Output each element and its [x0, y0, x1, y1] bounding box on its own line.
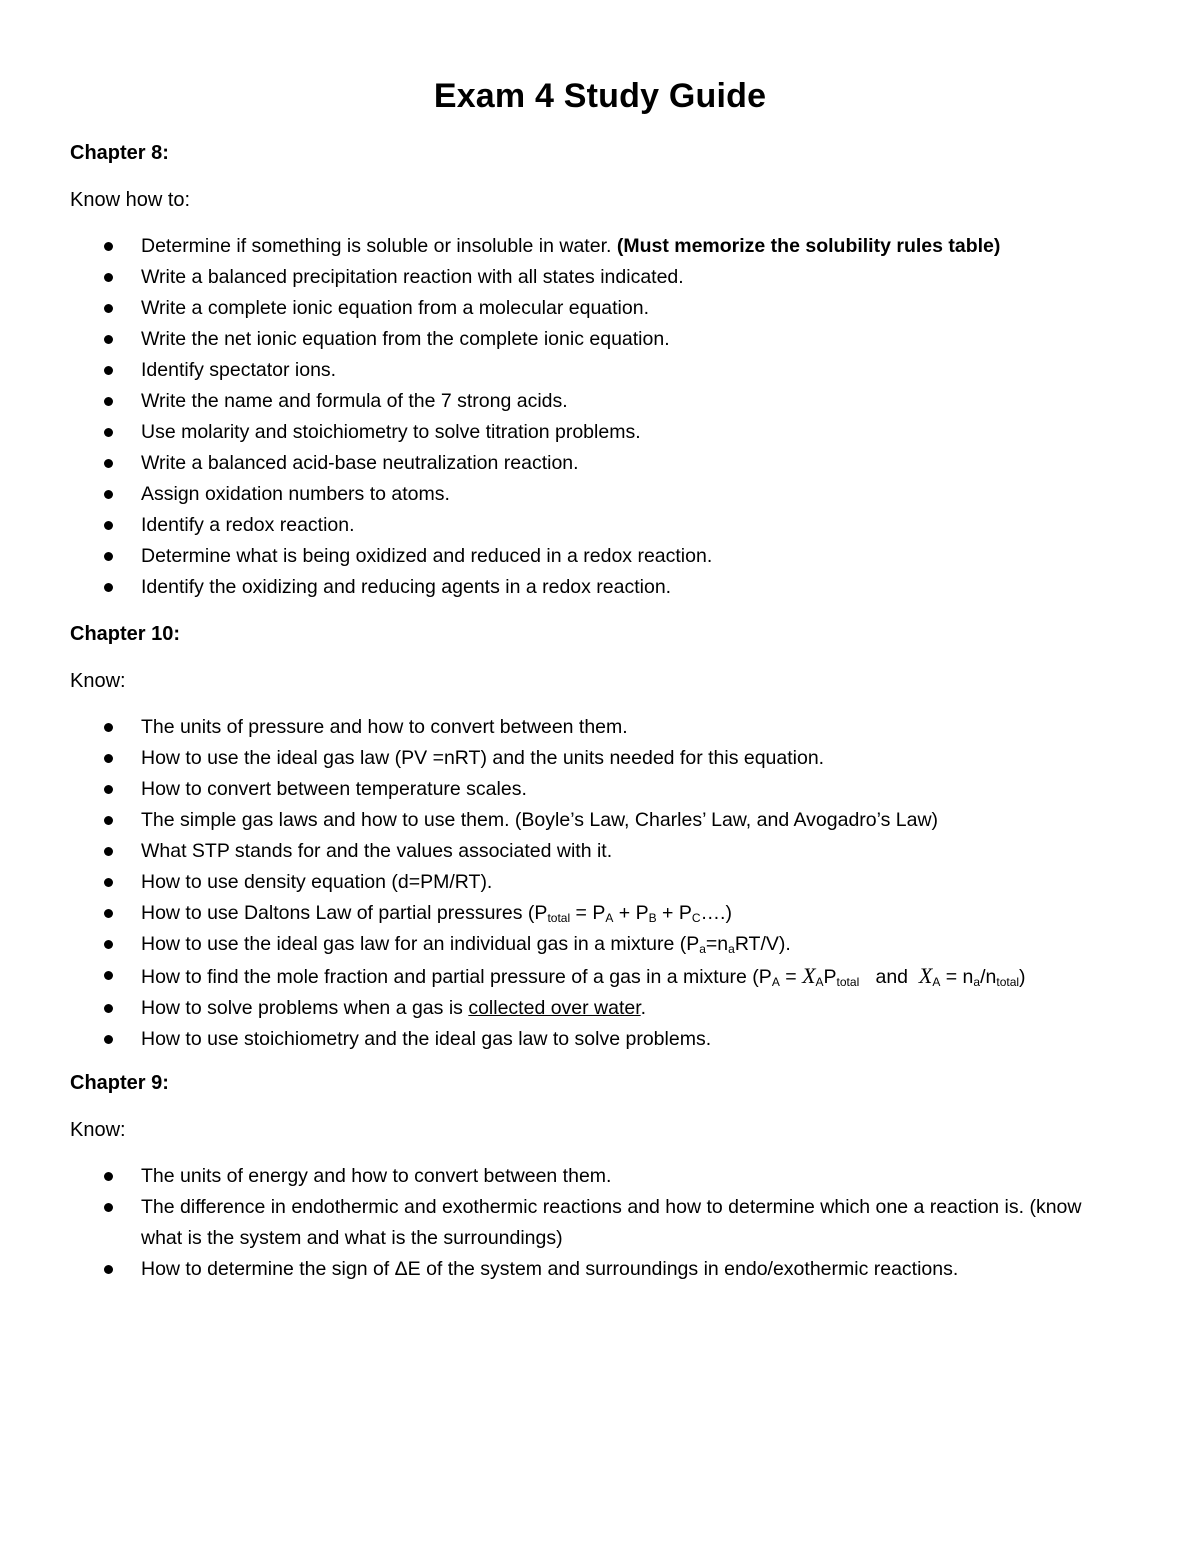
list-item	[0, 1161, 1130, 1192]
list-item	[0, 510, 1130, 541]
list-item-text: How to solve problems when a gas is	[141, 997, 469, 1019]
equation-part: P	[823, 966, 837, 988]
list-item-text: The difference in endothermic and exothermic reactions and how to determine which one a reaction is. (know what is the system and what is the surroundings)	[141, 1196, 1082, 1249]
list-item	[0, 960, 1130, 993]
equation-part: )	[1019, 966, 1026, 988]
bullet-icon	[104, 1004, 113, 1013]
bullet-icon	[104, 816, 113, 825]
list-item	[0, 572, 1130, 603]
subscript: total	[836, 975, 860, 989]
bullet-icon	[104, 242, 113, 251]
bullet-icon	[104, 1265, 113, 1274]
list-item	[0, 743, 1130, 774]
list-item	[0, 1192, 1130, 1254]
list-item-text: How to use stoichiometry and the ideal gas law to solve problems.	[141, 1028, 712, 1050]
list-item-text: How to use the ideal gas law (PV =nRT) and the units needed for this equation.	[141, 747, 825, 769]
list-item	[0, 836, 1130, 867]
list-item	[0, 1024, 1130, 1055]
list-item-text: Identify the oxidizing and reducing agents in a redox reaction.	[141, 576, 672, 598]
list-item	[0, 231, 1130, 262]
subscript: A	[815, 975, 824, 989]
list-item-text: Assign oxidation numbers to atoms.	[141, 483, 450, 505]
list-item-text: How to use Daltons Law of partial pressures (P	[141, 902, 548, 924]
mole-fraction-symbol: X	[918, 963, 933, 988]
list-item	[0, 805, 1130, 836]
bullet-icon	[104, 940, 113, 949]
list-item	[0, 386, 1130, 417]
list-item	[0, 293, 1130, 324]
list-item	[0, 1254, 1130, 1285]
bullet-icon	[104, 521, 113, 530]
list-item	[0, 774, 1130, 805]
chapter-10-list	[0, 712, 1130, 1055]
bullet-icon	[104, 335, 113, 344]
subscript: total	[547, 911, 571, 925]
list-item-emphasis: (Must memorize the solubility rules table)	[616, 235, 1001, 257]
list-item-text: Write the net ionic equation from the complete ionic equation.	[141, 328, 670, 350]
list-item-text: Determine if something is soluble or insoluble in water.	[141, 235, 612, 257]
subscript: A	[605, 911, 614, 925]
list-item	[0, 898, 1130, 929]
bullet-icon	[104, 971, 113, 980]
chapter-8-heading: Chapter 8:	[70, 142, 169, 164]
list-item-text: Identify a redox reaction.	[141, 514, 355, 536]
chapter-8-intro: Know how to:	[70, 189, 191, 211]
equation-part: + P	[613, 902, 649, 924]
bullet-icon	[104, 785, 113, 794]
equation-part: RT/V).	[734, 933, 791, 955]
equation-part: + P	[656, 902, 692, 924]
bullet-icon	[104, 847, 113, 856]
list-item-text: What STP stands for and the values associated with it.	[141, 840, 613, 862]
bullet-icon	[104, 878, 113, 887]
bullet-icon	[104, 397, 113, 406]
chapter-9-list	[0, 1161, 1130, 1285]
list-item-text: How to use density equation (d=PM/RT).	[141, 871, 493, 893]
list-item	[0, 867, 1130, 898]
list-item	[0, 262, 1130, 293]
list-item-text: The simple gas laws and how to use them. (Boyle’s Law, Charles’ Law, and Avogadro’s Law)	[141, 809, 939, 831]
chapter-9-heading: Chapter 9:	[70, 1072, 169, 1094]
bullet-icon	[104, 304, 113, 313]
bullet-icon	[104, 583, 113, 592]
list-item	[0, 417, 1130, 448]
chapter-10-heading: Chapter 10:	[70, 623, 181, 645]
equation-part: .	[640, 997, 647, 1019]
equation-part: =	[779, 966, 803, 988]
bullet-icon	[104, 459, 113, 468]
list-item-text: How to use the ideal gas law for an individual gas in a mixture (P	[141, 933, 700, 955]
chapter-9-intro: Know:	[70, 1119, 126, 1141]
bullet-icon	[104, 273, 113, 282]
chapter-8-list	[0, 231, 1130, 603]
mole-fraction-symbol: X	[802, 963, 816, 988]
bullet-icon	[104, 428, 113, 437]
list-item	[0, 355, 1130, 386]
subscript: a	[728, 942, 735, 956]
list-item-text: How to convert between temperature scales.	[141, 778, 527, 800]
list-item	[0, 324, 1130, 355]
list-item-text: The units of pressure and how to convert between them.	[141, 716, 628, 738]
bullet-icon	[104, 1172, 113, 1181]
equation-part: and	[859, 966, 919, 988]
bullet-icon	[104, 490, 113, 499]
page-title: Exam 4 Study Guide	[433, 77, 767, 115]
list-item-text: How to determine the sign of ΔE of the system and surroundings in endo/exothermic reactions.	[141, 1258, 959, 1280]
list-item-text: Write a complete ionic equation from a molecular equation.	[141, 297, 649, 319]
subscript: A	[771, 975, 780, 989]
list-item-text: How to find the mole fraction and partial pressure of a gas in a mixture (P	[141, 966, 772, 988]
list-item-text: Determine what is being oxidized and reduced in a redox reaction.	[141, 545, 713, 567]
equation-part: =n	[705, 933, 729, 955]
list-item-text: Write the name and formula of the 7 strong acids.	[141, 390, 568, 412]
subscript: total	[996, 975, 1020, 989]
list-item-text: Use molarity and stoichiometry to solve titration problems.	[141, 421, 641, 443]
bullet-icon	[104, 754, 113, 763]
list-item-text: Write a balanced acid-base neutralization reaction.	[141, 452, 579, 474]
list-item	[0, 479, 1130, 510]
subscript: a	[973, 975, 981, 989]
subscript: B	[648, 911, 657, 925]
list-item	[0, 448, 1130, 479]
underlined-phrase: collected over water	[468, 997, 641, 1019]
chapter-10-intro: Know:	[70, 670, 126, 692]
list-item-text: Write a balanced precipitation reaction with all states indicated.	[141, 266, 684, 288]
bullet-icon	[104, 909, 113, 918]
list-item-text: The units of energy and how to convert between them.	[141, 1165, 612, 1187]
equation-part: ….)	[700, 902, 732, 924]
subscript: A	[932, 975, 941, 989]
bullet-icon	[104, 552, 113, 561]
list-item	[0, 712, 1130, 743]
subscript: C	[691, 911, 701, 925]
equation-part: = P	[570, 902, 606, 924]
list-item-text: Identify spectator ions.	[141, 359, 337, 381]
list-item	[0, 541, 1130, 572]
bullet-icon	[104, 723, 113, 732]
bullet-icon	[104, 1035, 113, 1044]
list-item	[0, 993, 1130, 1024]
subscript: a	[699, 942, 706, 956]
list-item	[0, 929, 1130, 960]
equation-part: /n	[980, 966, 997, 988]
bullet-icon	[104, 1203, 113, 1212]
equation-part: = n	[940, 966, 974, 988]
bullet-icon	[104, 366, 113, 375]
